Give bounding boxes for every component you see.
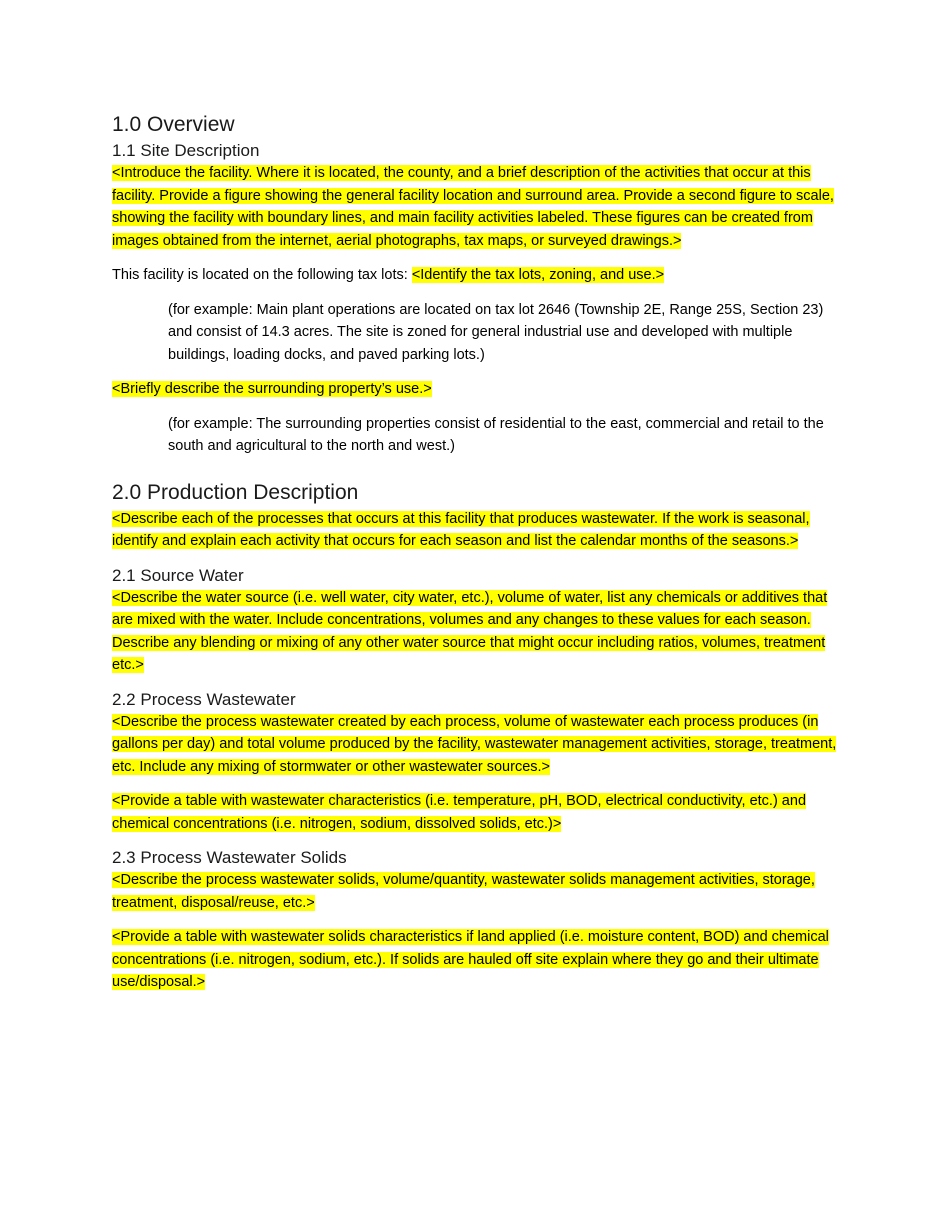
tax-lots-paragraph — [112, 264, 838, 287]
source-water-paragraph — [112, 587, 838, 677]
wastewater-solids-placeholder-1: <Describe the process wastewater solids, volume/quantity, wastewater solids management activities, storage, treatment, disposal/reuse, etc.> — [112, 872, 815, 911]
heading-wastewater-solids: 2.3 Process Wastewater Solids — [112, 848, 347, 867]
tax-lots-example: (for example: Main plant operations are located on tax lot 2646 (Township 2E, Range 25S, Section 23) and consist of 14.3 acres. The site is zoned for general industrial use and developed with multiple buildings, loading docks, and paved parking lots.) — [168, 301, 824, 363]
process-wastewater-paragraph-1 — [112, 711, 838, 779]
tax-lots-placeholder: <Identify the tax lots, zoning, and use.> — [411, 267, 665, 283]
site-intro-paragraph — [112, 162, 838, 252]
production-intro-placeholder: <Describe each of the processes that occurs at this facility that produces wastewater. If the work is seasonal, identify and explain each activity that occurs for each season and list the calendar months of the seasons.> — [112, 510, 810, 549]
document-page — [112, 112, 838, 994]
wastewater-solids-placeholder-2: <Provide a table with wastewater solids characteristics if land applied (i.e. moisture content, BOD) and chemical concentrations (i.e. nitrogen, sodium, etc.). If solids are hauled off site explain where they go and their ultimate use/disposal.> — [112, 929, 829, 990]
heading-source-water: 2.1 Source Water — [112, 565, 244, 585]
surrounding-paragraph — [112, 378, 838, 401]
process-wastewater-paragraph-2 — [112, 790, 838, 835]
heading-production-description: 2.0 Production Description — [112, 480, 359, 504]
process-wastewater-placeholder-2: <Provide a table with wastewater characteristics (i.e. temperature, pH, BOD, electrical conductivity, etc.) and chemical concentrations (i.e. nitrogen, sodium, dissolved solids, etc.)> — [112, 793, 807, 832]
surrounding-placeholder: <Briefly describe the surrounding property’s use.> — [112, 381, 432, 397]
wastewater-solids-paragraph-1 — [112, 869, 838, 914]
wastewater-solids-paragraph-2 — [112, 926, 838, 994]
production-intro-paragraph — [112, 508, 838, 553]
tax-lots-text: This facility is located on the following tax lots: — [112, 267, 412, 283]
heading-process-wastewater: 2.2 Process Wastewater — [112, 689, 296, 709]
surrounding-example: (for example: The surrounding properties consist of residential to the east, commercial and retail to the south and agricultural to the north and west.) — [168, 415, 824, 454]
process-wastewater-placeholder-1: <Describe the process wastewater created by each process, volume of wastewater each process produces (in gallons per day) and total volume produced by the facility, wastewater management activities, storage, treatment, etc. Include any mixing of stormwater or other wastewater sources.> — [112, 713, 837, 775]
heading-overview: 1.0 Overview — [112, 113, 235, 136]
heading-site-description: 1.1 Site Description — [112, 141, 260, 160]
site-intro-placeholder: <Introduce the facility. Where it is located, the county, and a brief description of the activities that occur at this facility. Provide a figure showing the general facility location and surround area. Provide a second figure to scale, showing the facility with boundary lines, and main facility activities labeled. These figures can be created from images obtained from the internet, aerial photographs, tax maps, or surveyed drawings.> — [112, 165, 834, 249]
source-water-placeholder: <Describe the water source (i.e. well water, city water, etc.), volume of water, list any chemicals or additives that are mixed with the water. Include concentrations, volumes and any changes to these values for each season. Describe any blending or mixing of any other water source that might occur including ratios, volumes, treatment etc.> — [112, 589, 828, 673]
